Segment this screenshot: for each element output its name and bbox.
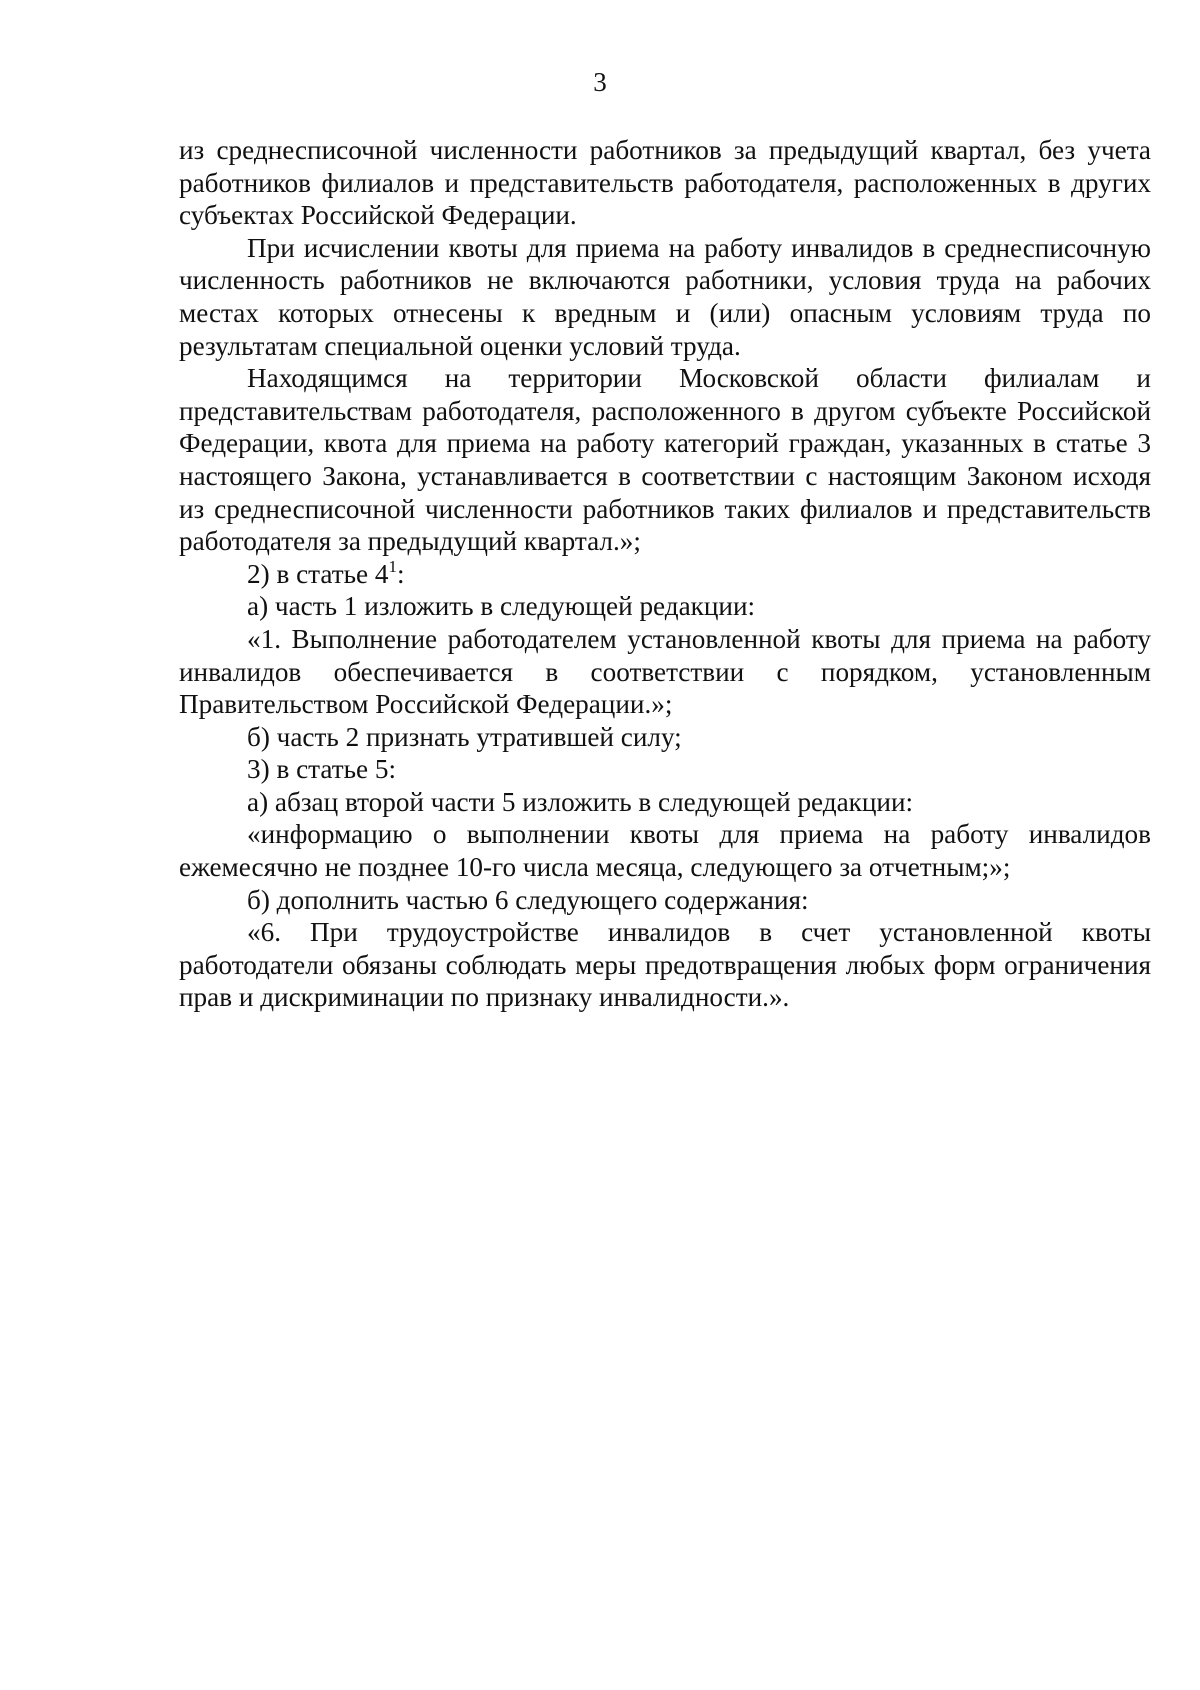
superscript-1: 1 — [388, 556, 397, 576]
paragraph-quota-info-monthly: «информацию о выполнении квоты для приема на работу инвалидов ежемесячно не позднее 10-го числа месяца, следующего за отчетным;»; — [179, 819, 1151, 883]
paragraph-branches-quota: Находящимся на территории Московской области филиалам и представительствам работодателя, расположенного в другом субъекте Российской Федерации, квота для приема на работу категорий граждан, указанных в статье 3 настоящего Закона, устанавливается в соответствии с настоящим Законом исходя из среднесписочной численности работников таких филиалов и представительств работодателя за предыдущий квартал.»; — [179, 363, 1151, 557]
item-article-5: 3) в статье 5: — [247, 754, 397, 785]
paragraph-continuation: из среднесписочной численности работников за предыдущий квартал, без учета работников филиалов и представительств работодателя, расположенных в других субъектах Российской Федерации. — [179, 135, 1151, 231]
item-article-4-1 — [179, 558, 1151, 591]
paragraph-anti-discrimination: «6. При трудоустройстве инвалидов в счет установленной квоты работодатели обязаны соблюдать меры предотвращения любых форм ограничения прав и дискриминации по признаку инвалидности.». — [179, 917, 1151, 1013]
document-body — [179, 134, 1151, 1014]
page-number: 3 — [593, 67, 607, 97]
item-article-4-1-colon: : — [396, 558, 405, 589]
paragraph-quota-fulfillment: «1. Выполнение работодателем установленной квоты для приема на работу инвалидов обеспечивается в соответствии с порядком, установленным Правительством Российской Федерации.»; — [179, 623, 1151, 720]
subitem-b-part-6: б) дополнить частью 6 следующего содержания: — [247, 884, 809, 915]
subitem-a-part-5: а) абзац второй части 5 изложить в следующей редакции: — [247, 786, 914, 817]
subitem-b-part-2: б) часть 2 признать утратившей силу; — [247, 721, 682, 752]
paragraph-quota-calculation: При исчислении квоты для приема на работу инвалидов в среднесписочную численность работников не включаются работники, условия труда на рабочих местах которых отнесены к вредным и (или) опасным условиям труда по результатам специальной оценки условий труда. — [179, 232, 1151, 361]
subitem-a-part-1: а) часть 1 изложить в следующей редакции: — [247, 591, 756, 622]
item-article-4-1-text: 2) в статье 4 — [247, 558, 389, 589]
